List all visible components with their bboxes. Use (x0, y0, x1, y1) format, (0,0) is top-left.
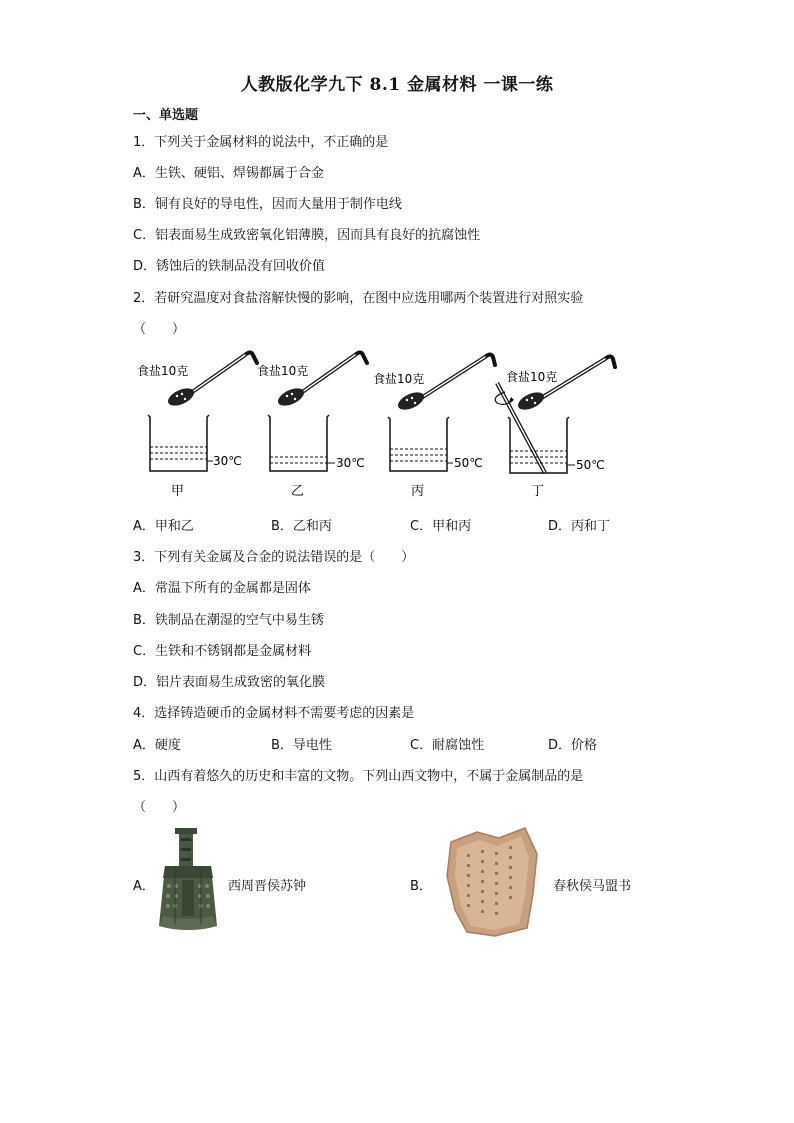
beaker-4-temp: 50℃ (576, 458, 605, 472)
beaker-4-salt-label: 食盐10克 (506, 370, 558, 384)
beaker-1-name: 甲 (171, 484, 185, 499)
spoon-icon (165, 353, 257, 410)
question-1-option-d: D．锈蚀后的铁制品没有回收价值 (133, 259, 326, 274)
question-4-option-d: D．价格 (548, 738, 598, 753)
question-2-option-b: B．乙和丙 (271, 519, 332, 534)
question-5-stem: 5．山西有着悠久的历史和丰富的文物。下列山西文物中，不属于金属制品的是 (133, 769, 584, 784)
question-1-option-b: B．铜有良好的导电性，因而大量用于制作电线 (133, 197, 402, 212)
beaker-1-temp: 30℃ (213, 454, 242, 468)
question-5-option-b-letter: B． (410, 879, 432, 894)
beaker-icon (268, 415, 335, 471)
question-2-option-d: D．丙和丁 (548, 519, 611, 534)
question-2-answer-paren: （ ） (133, 322, 186, 337)
question-4-stem: 4．选择铸造硬币的金属材料不需要考虑的因素是 (133, 706, 415, 721)
question-4-option-b: B．导电性 (271, 738, 332, 753)
question-5-answer-paren: （ ） (133, 800, 186, 815)
question-3-option-b: B．铁制品在潮湿的空气中易生锈 (133, 613, 324, 628)
question-2-option-a: A．甲和乙 (133, 519, 194, 534)
bronze-bell-image (153, 826, 223, 936)
stone-tablet-image (437, 824, 543, 938)
question-3-option-c: C．生铁和不锈钢都是金属材料 (133, 644, 312, 659)
question-4-option-a: A．硬度 (133, 738, 181, 753)
beaker-icon (148, 415, 213, 471)
spoon-icon (275, 353, 367, 410)
page-title: 人教版化学九下 8.1 金属材料 一课一练 (240, 75, 554, 95)
question-3-option-d: D．铝片表面易生成致密的氧化膜 (133, 675, 326, 690)
beaker-4-name: 丁 (531, 484, 545, 499)
beaker-1-salt-label: 食盐10克 (137, 364, 189, 378)
question-2-stem: 2．若研究温度对食盐溶解快慢的影响，在图中应选用哪两个装置进行对照实验 (133, 291, 584, 306)
beaker-3-name: 丙 (411, 484, 425, 499)
beaker-2-name: 乙 (291, 484, 305, 499)
beaker-2-salt-label: 食盐10克 (257, 364, 309, 378)
beaker-3-salt-label: 食盐10克 (373, 372, 425, 386)
question-5-option-a-letter: A． (133, 879, 155, 894)
question-3-option-a: A．常温下所有的金属都是固体 (133, 581, 311, 596)
question-4-option-c: C．耐腐蚀性 (410, 738, 485, 753)
question-1-stem: 1．下列关于金属材料的说法中，不正确的是 (133, 135, 389, 150)
beaker-icon (388, 417, 453, 471)
question-5-option-a-caption: 西周晋侯苏钟 (228, 879, 307, 894)
spoon-icon (515, 357, 615, 414)
question-1-option-a: A．生铁、硬铝、焊锡都属于合金 (133, 166, 324, 181)
question-3-stem: 3．下列有关金属及合金的说法错误的是（ ） (133, 550, 415, 565)
beaker-2-temp: 30℃ (336, 456, 365, 470)
question-5-option-b-caption: 春秋侯马盟书 (553, 879, 632, 894)
beaker-3-temp: 50℃ (454, 456, 483, 470)
question-1-option-c: C．铝表面易生成致密氧化铝薄膜，因而具有良好的抗腐蚀性 (133, 228, 481, 243)
question-2-option-c: C．甲和丙 (410, 519, 472, 534)
section-heading: 一、单选题 (133, 108, 199, 123)
beaker-experiment-figure (133, 345, 633, 505)
